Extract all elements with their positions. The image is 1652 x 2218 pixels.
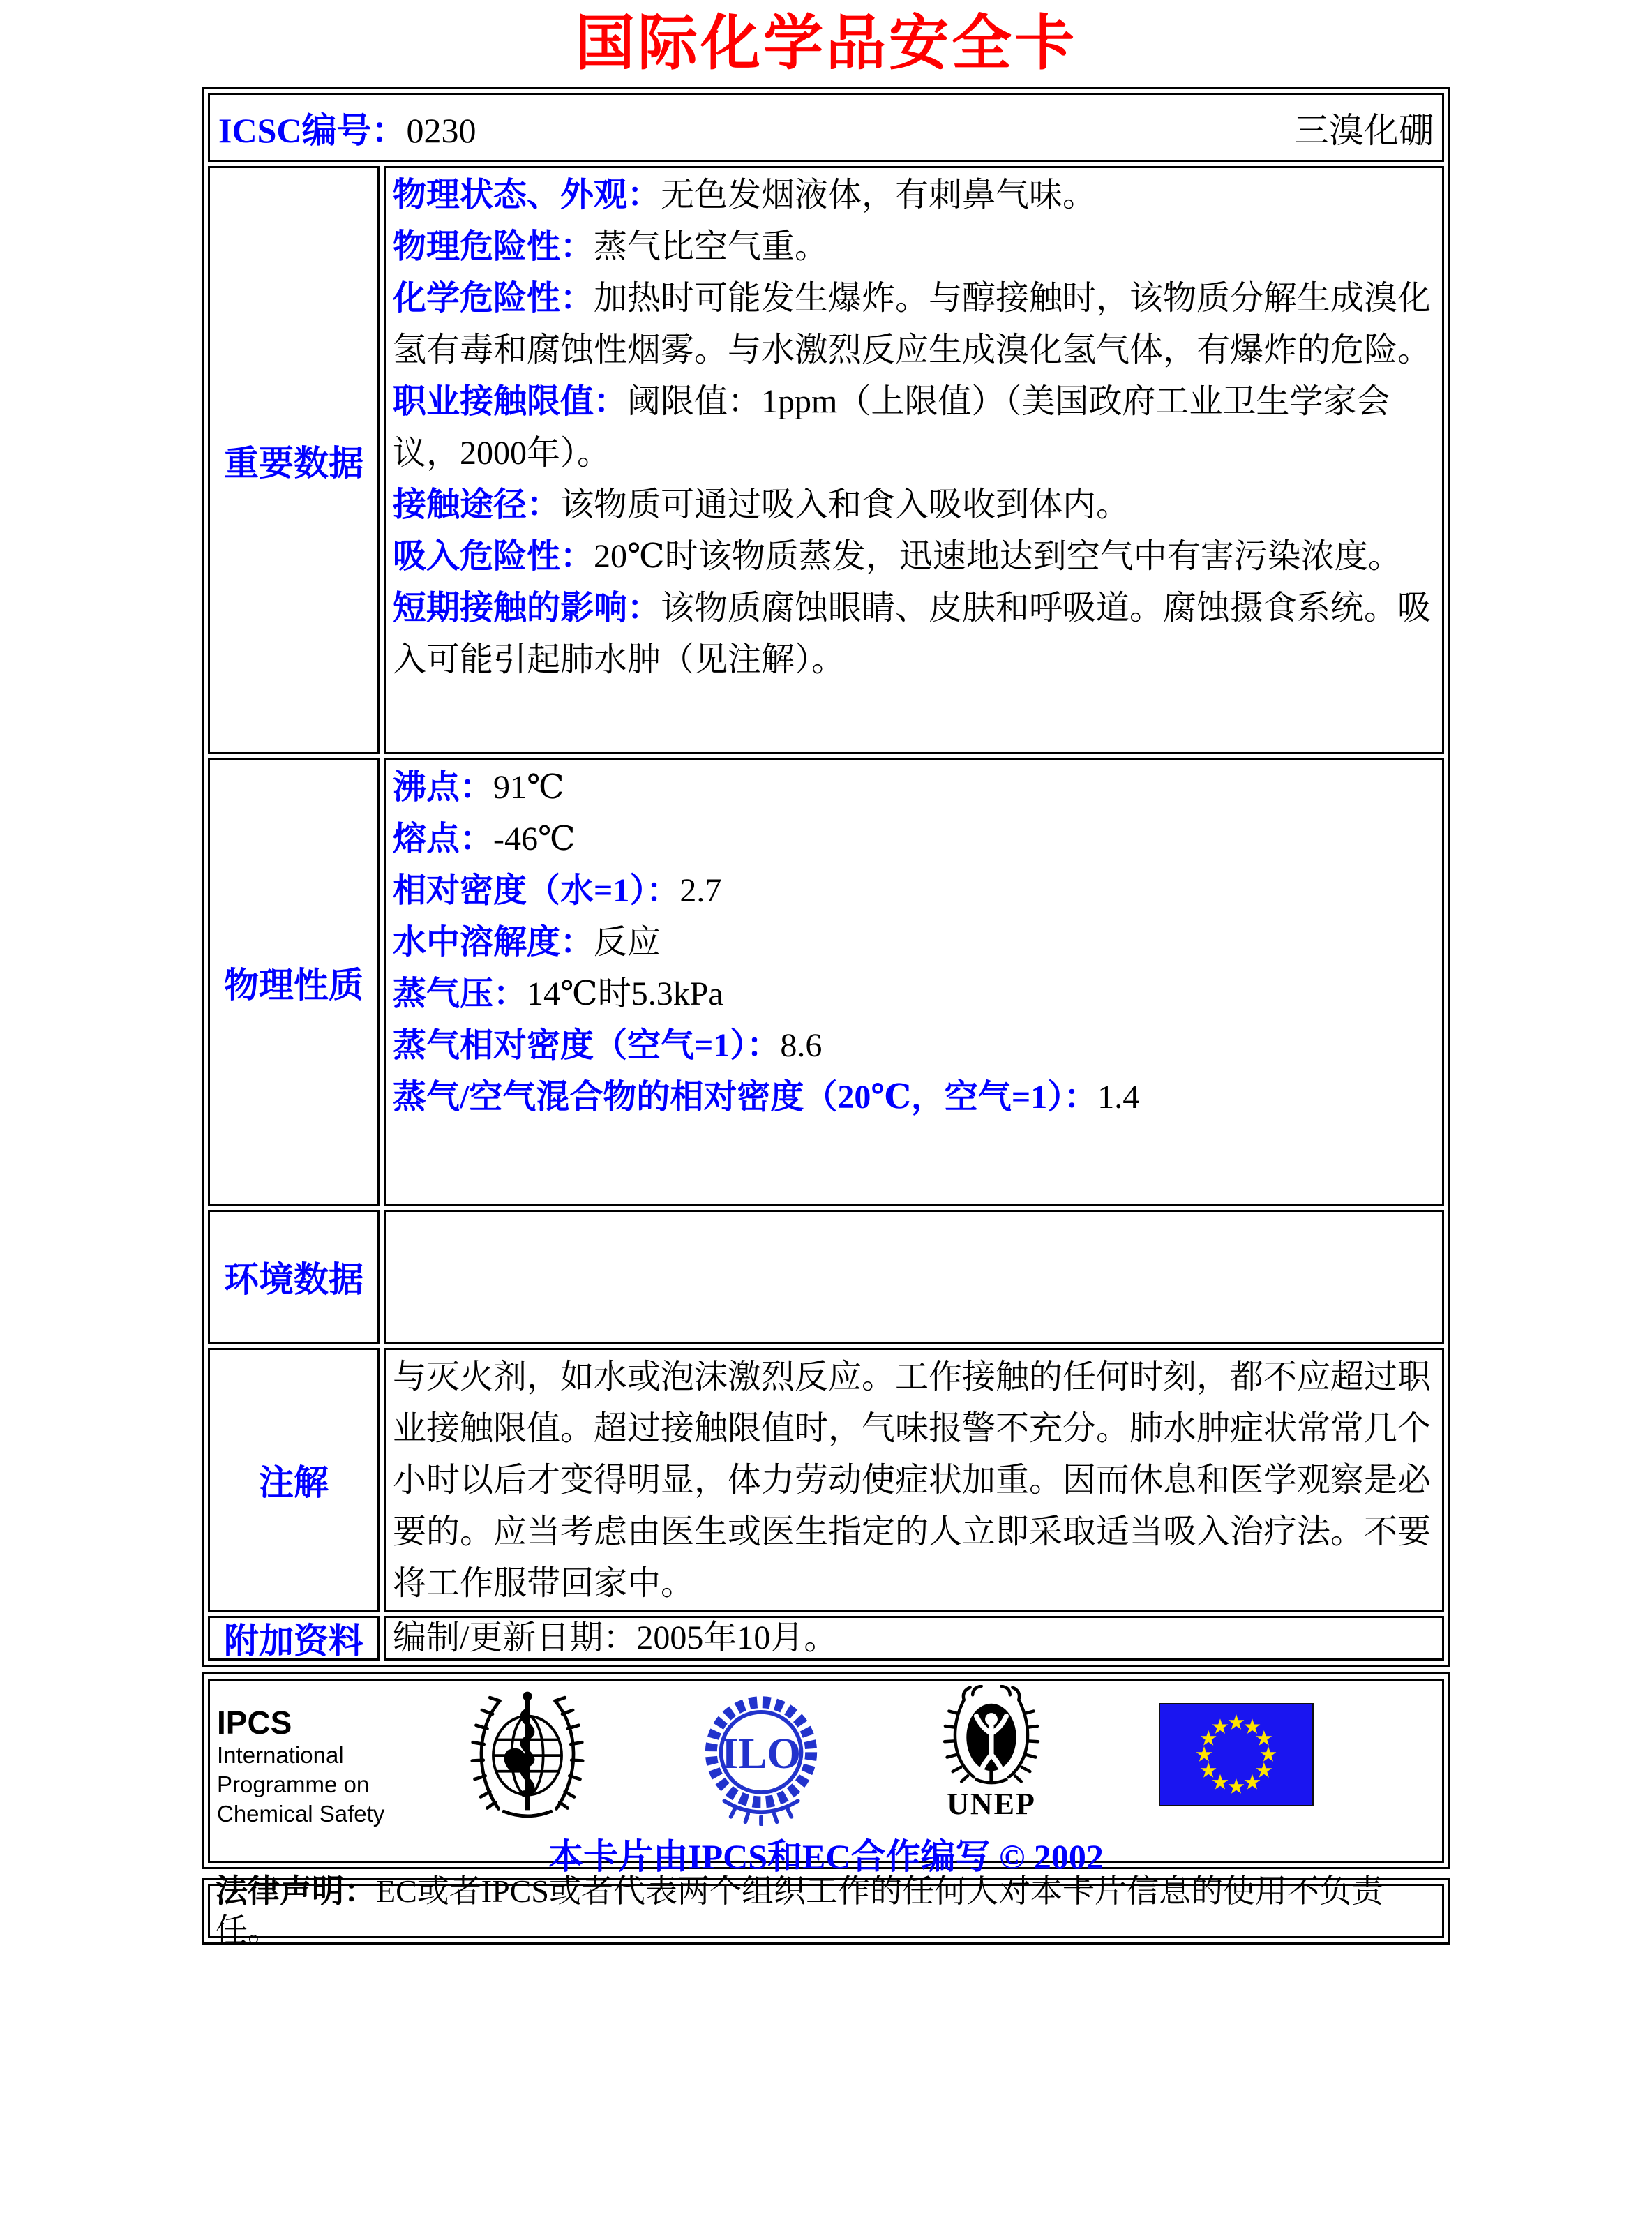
- legal-row: [208, 1873, 1444, 1948]
- section-label-notes: 注解: [208, 1348, 380, 1612]
- ipcs-line-3: Chemical Safety: [217, 1801, 385, 1827]
- field-label: 物理危险性：: [393, 228, 594, 265]
- section-label-physical: 物理性质: [208, 758, 380, 1206]
- legal-text: EC或者IPCS或者代表两个组织工作的任何人对本卡片信息的使用不负责任。: [216, 1873, 1383, 1948]
- field-update-date: [393, 1616, 837, 1661]
- field-text: 8.6: [780, 1027, 823, 1064]
- important-data-row: [208, 166, 1444, 754]
- section-label-environment: 环境数据: [208, 1210, 380, 1344]
- field-text: 无色发烟液体，有刺鼻气味。: [661, 177, 1097, 213]
- field-text: 2005年10月。: [636, 1619, 838, 1656]
- legal-cell: [208, 1873, 1444, 1948]
- ilo-logo-icon: [695, 1688, 827, 1826]
- notes-content: [384, 1348, 1444, 1612]
- field-label: 蒸气压：: [393, 975, 527, 1012]
- logos-row: [208, 1679, 1444, 1876]
- field-text: 该物质可通过吸入和食入吸收到体内。: [560, 486, 1130, 523]
- field-text: 2.7: [679, 872, 722, 909]
- field-text: 加热时可能发生爆炸。与醇接触时，该物质分解生成溴化氢有毒和腐蚀性烟雾。与水激烈反应生成溴化氢气体，有爆炸的危险。: [393, 280, 1432, 368]
- field-short-term-effects: [393, 583, 1435, 686]
- field-exposure-route: [393, 479, 1435, 531]
- field-text: 该物质腐蚀眼睛、皮肤和呼吸道。腐蚀摄食系统。吸入可能引起肺水肿（见注解）。: [393, 590, 1432, 678]
- field-melting-point: [393, 814, 1435, 865]
- notes-row: [208, 1348, 1444, 1612]
- ipcs-line-1: International: [217, 1742, 344, 1768]
- field-vapor-pressure: [393, 968, 1435, 1020]
- field-relative-density: [393, 865, 1435, 917]
- header-cell: [208, 93, 1444, 162]
- field-label: 吸入危险性：: [393, 538, 594, 575]
- field-text: 阈限值：1ppm（上限值）（美国政府工业卫生学家会议，2000年）。: [393, 383, 1390, 472]
- legal-table: [202, 1873, 1450, 1948]
- field-label: 水中溶解度：: [393, 924, 594, 961]
- notes-text: 与灭火剂，如水或泡沫激烈反应。工作接触的任何时刻，都不应超过职业接触限值。超过接触限值时，气味报警不充分。肺水肿症状常常几个小时以后才变得明显，体力劳动使症状加重。因而休息和医学观察是必要的。应当考虑由医生或医生指定的人立即采取适当吸入治疗法。不要将工作服带回家中。: [393, 1358, 1432, 1602]
- field-label: 接触途径：: [393, 486, 561, 523]
- logos-table: [202, 1672, 1450, 1876]
- field-text: 20℃时该物质蒸发，迅速地达到空气中有害污染浓度。: [594, 538, 1402, 575]
- legal-statement: [216, 1872, 1436, 1950]
- field-label: 编制/更新日期：: [393, 1619, 637, 1656]
- ipcs-line-2: Programme on: [217, 1771, 370, 1797]
- field-vapor-density: [393, 1020, 1435, 1072]
- page-title: 国际化学品安全卡: [575, 10, 1077, 77]
- icsc-number-group: [218, 103, 476, 153]
- field-text: 蒸气比空气重。: [594, 228, 829, 265]
- who-logo-icon: [461, 1688, 594, 1826]
- unep-label: UNEP: [947, 1787, 1036, 1821]
- additional-info-row: [208, 1616, 1444, 1661]
- unep-logo: [929, 1685, 1054, 1820]
- physical-properties-content: [384, 758, 1444, 1206]
- field-text: 14℃时5.3kPa: [527, 975, 723, 1012]
- important-data-content: [384, 166, 1444, 754]
- icsc-number-label: ICSC编号：: [218, 110, 407, 150]
- unep-logo-icon: [929, 1685, 1054, 1790]
- section-label-important: 重要数据: [208, 166, 380, 754]
- legal-label: 法律声明：: [216, 1873, 376, 1909]
- credit-text: 本卡片由IPCS和EC合作编写: [548, 1837, 991, 1876]
- section-label-additional: 附加资料: [208, 1616, 380, 1661]
- field-text: 反应: [594, 924, 661, 961]
- field-label: 物理状态、外观：: [393, 177, 661, 213]
- main-table: [202, 87, 1450, 1667]
- field-label: 相对密度（水=1）：: [393, 872, 680, 909]
- field-physical-state: [393, 170, 1435, 221]
- field-text: 91℃: [493, 769, 564, 806]
- field-text: 1.4: [1097, 1079, 1140, 1116]
- ilo-letters: ILO: [721, 1730, 802, 1778]
- icsc-card: [202, 10, 1450, 1948]
- field-label: 职业接触限值：: [393, 383, 628, 420]
- field-water-solubility: [393, 917, 1435, 968]
- header-row: [208, 93, 1444, 162]
- ipcs-acronym: IPCS: [217, 1704, 292, 1741]
- field-label: 短期接触的影响：: [393, 590, 661, 627]
- field-label: 沸点：: [393, 769, 494, 806]
- field-physical-hazard: [393, 221, 1435, 273]
- physical-properties-row: [208, 758, 1444, 1206]
- field-label: 蒸气/空气混合物的相对密度（20℃，空气=1）：: [393, 1079, 1098, 1116]
- ipcs-wordmark: [217, 1704, 398, 1829]
- field-inhalation-risk: [393, 531, 1435, 583]
- field-chemical-hazard: [393, 273, 1435, 376]
- copyright: © 2002: [999, 1837, 1104, 1876]
- field-vapor-air-density: [393, 1072, 1435, 1123]
- field-text: -46℃: [493, 820, 576, 857]
- environmental-data-content: [384, 1210, 1444, 1344]
- chemical-name: 三溴化硼: [1294, 110, 1434, 150]
- eu-flag-icon: [1159, 1703, 1314, 1806]
- field-exposure-limit: [393, 376, 1435, 479]
- field-label: 化学危险性：: [393, 280, 594, 317]
- logos-cell: [208, 1679, 1444, 1876]
- field-boiling-point: [393, 762, 1435, 814]
- environmental-data-row: [208, 1210, 1444, 1344]
- field-label: 蒸气相对密度（空气=1）：: [393, 1027, 781, 1064]
- field-label: 熔点：: [393, 820, 494, 857]
- icsc-number: 0230: [406, 110, 476, 150]
- logo-strip: [217, 1685, 1435, 1827]
- additional-info-content: [384, 1616, 1444, 1661]
